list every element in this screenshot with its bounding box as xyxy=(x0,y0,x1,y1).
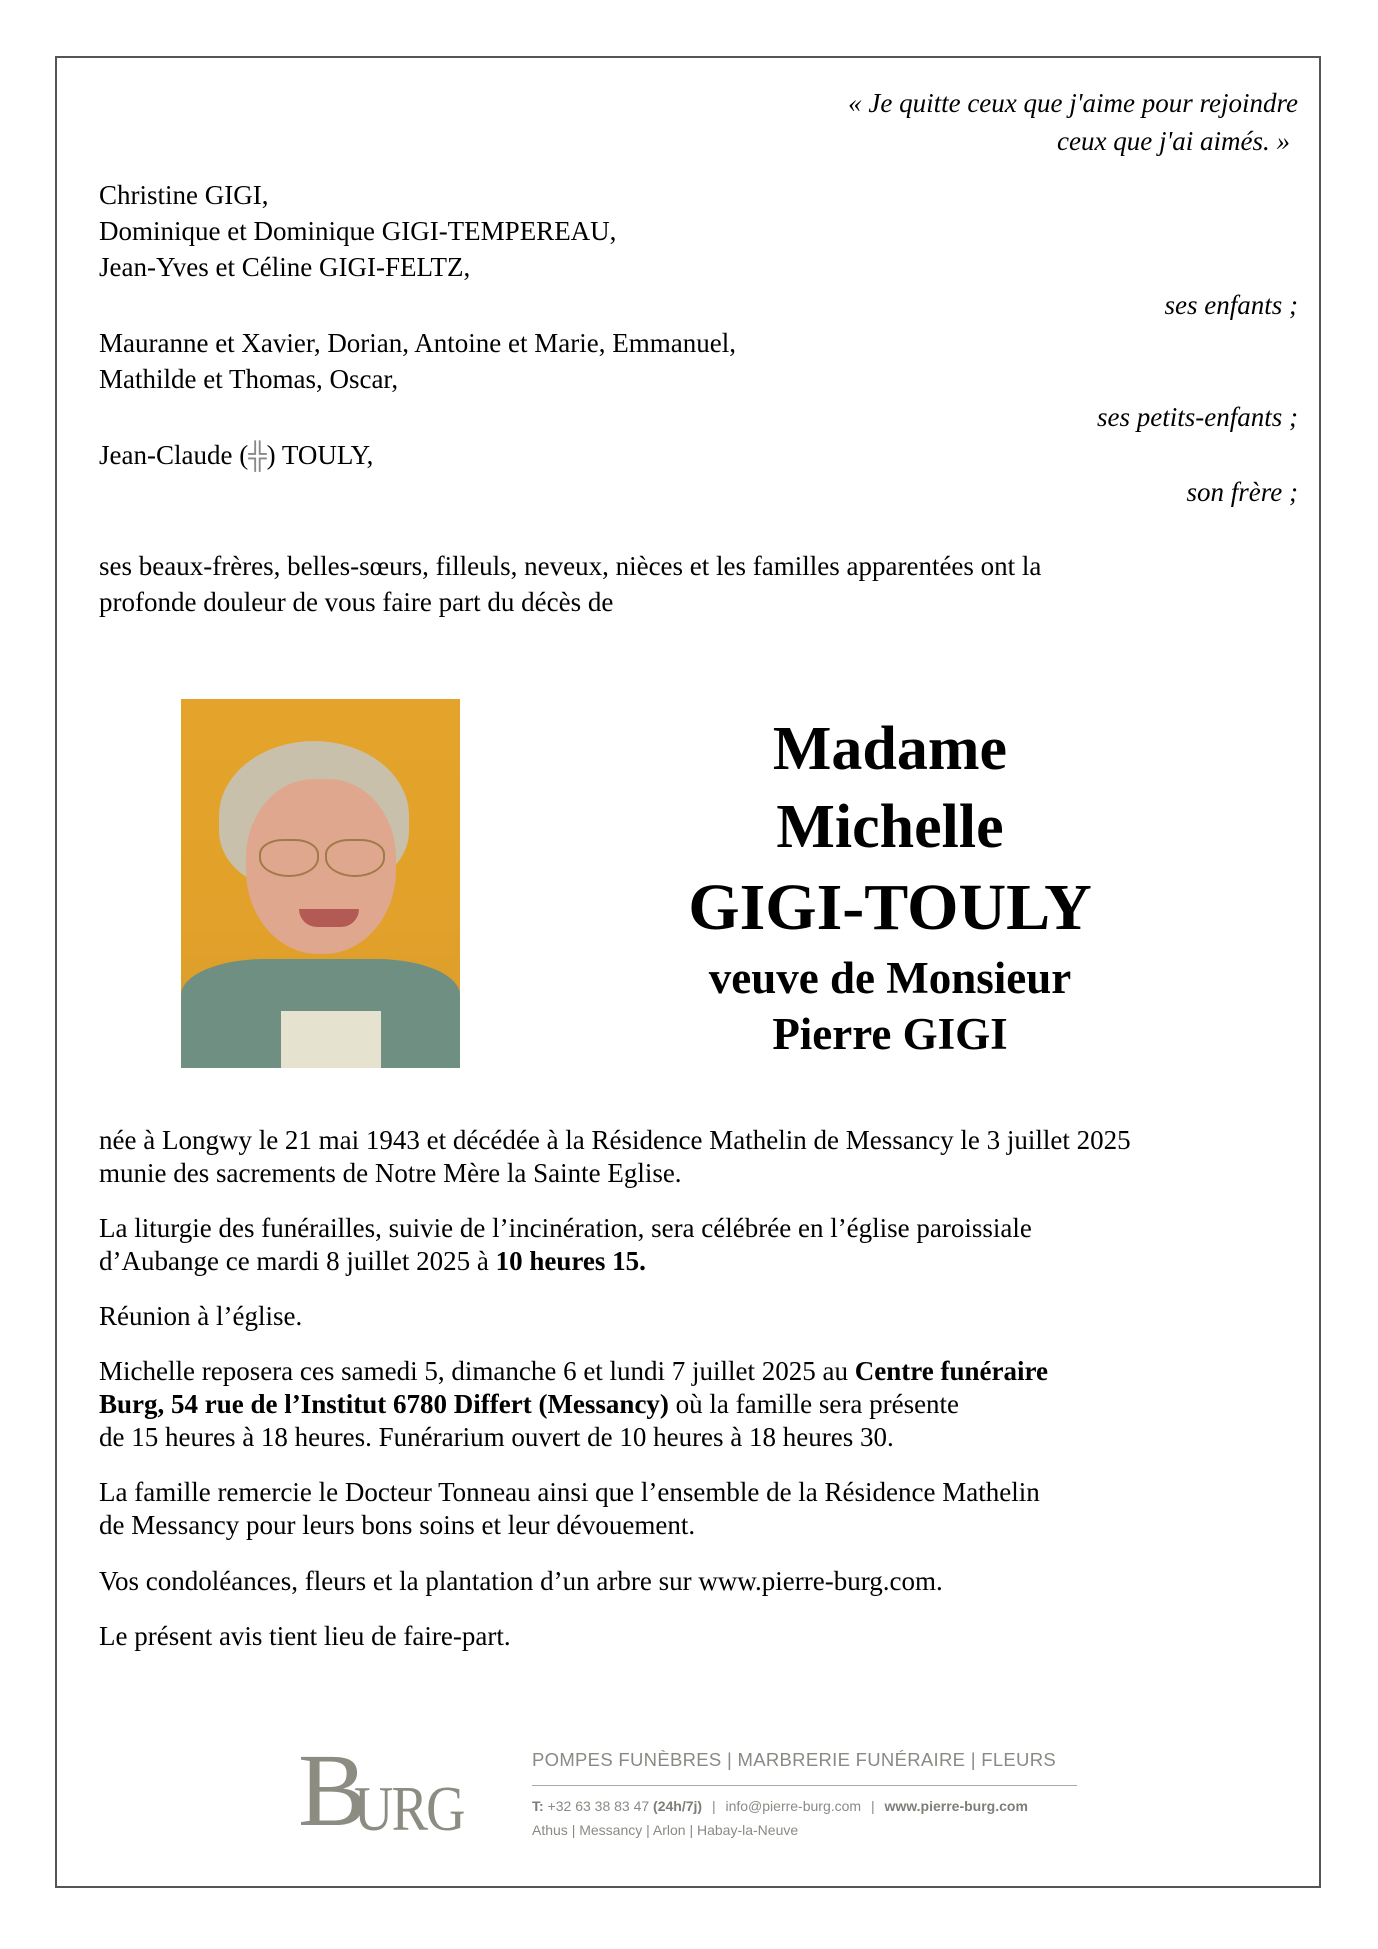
birth-death-line-2: munie des sacrements de Notre Mère la Sainte Eglise. xyxy=(99,1158,682,1188)
liturgy-paragraph xyxy=(99,1212,1032,1278)
deceased-cross-icon: ╬ xyxy=(248,441,267,470)
phone-hours: (24h/7j) xyxy=(653,1798,703,1814)
grandchildren-line-2: Mathilde et Thomas, Oscar, xyxy=(99,364,399,394)
brother-label: son frère ; xyxy=(1186,477,1298,507)
brother-last-name: ) TOULY, xyxy=(266,440,374,470)
footer-services: POMPES FUNÈBRES | MARBRERIE FUNÉRAIRE | FLEURS xyxy=(532,1749,1057,1770)
separator: | xyxy=(711,1798,716,1814)
email-link[interactable]: info@pierre-burg.com xyxy=(725,1798,862,1814)
footer-cities: Athus | Messancy | Arlon | Habay-la-Neuve xyxy=(532,1822,799,1838)
deceased-title: Madame xyxy=(772,715,1008,783)
spouse-name: Pierre GIGI xyxy=(772,1009,1008,1059)
condolences-line: Vos condoléances, fleurs et la plantation d’un arbre sur www.pierre-burg.com. xyxy=(99,1566,943,1596)
deceased-first-name: Michelle xyxy=(776,793,1004,861)
footer-info xyxy=(532,1749,1077,1838)
liturgy-time: 10 heures 15. xyxy=(495,1246,646,1276)
deceased-name-block xyxy=(620,710,1160,1062)
child-1: Christine GIGI, xyxy=(99,180,269,210)
footer-divider xyxy=(532,1785,1077,1786)
meeting-line: Réunion à l’église. xyxy=(99,1301,303,1331)
widow-line: veuve de Monsieur xyxy=(708,953,1072,1003)
footer-contact xyxy=(532,1798,1077,1814)
visitation-line-2: Burg, 54 rue de l’Institut 6780 Differt (Messancy) où la famille sera présente xyxy=(99,1389,960,1419)
grandchildren-label: ses petits-enfants ; xyxy=(1097,402,1298,432)
birth-death-paragraph xyxy=(99,1124,1131,1190)
separator: | xyxy=(870,1798,875,1814)
phone-label: T: xyxy=(532,1798,544,1814)
deceased-last-name: GIGI-TOULY xyxy=(688,871,1092,944)
child-3: Jean-Yves et Céline GIGI-FELTZ, xyxy=(99,252,471,282)
visitation-line-1: Michelle reposera ces samedi 5, dimanche 6 et lundi 7 juillet 2025 au Centre funéraire xyxy=(99,1356,1048,1386)
notice-line: Le présent avis tient lieu de faire-part. xyxy=(99,1621,511,1651)
visitation-paragraph xyxy=(99,1355,1048,1454)
epigraph-line-1: « Je quitte ceux que j'aime pour rejoindre xyxy=(848,88,1298,118)
funeral-center-address: Burg, 54 rue de l’Institut 6780 Differt (Messancy) xyxy=(99,1389,669,1419)
liturgy-line-1: La liturgie des funérailles, suivie de l’incinération, sera célébrée en l’église paroissiale xyxy=(99,1213,1032,1243)
logo-text: URG xyxy=(354,1773,464,1844)
epigraph xyxy=(848,84,1298,160)
website-link[interactable]: www.pierre-burg.com xyxy=(884,1798,1028,1814)
brother-line xyxy=(99,437,373,474)
burg-logo xyxy=(298,1733,488,1848)
meeting-paragraph xyxy=(99,1300,302,1333)
relatives-line-2: profonde douleur de vous faire part du décès de xyxy=(99,587,614,617)
logo-initial: B xyxy=(298,1733,368,1848)
grandchildren-line-1: Mauranne et Xavier, Dorian, Antoine et Marie, Emmanuel, xyxy=(99,328,736,358)
visitation-line-3: de 15 heures à 18 heures. Funérarium ouvert de 10 heures à 18 heures 30. xyxy=(99,1422,894,1452)
children-label: ses enfants ; xyxy=(1164,290,1298,320)
phone-number[interactable]: +32 63 38 83 47 xyxy=(543,1798,654,1814)
relatives-line-1: ses beaux-frères, belles-sœurs, filleuls, neveux, nièces et les familles apparentées ont la xyxy=(99,551,1042,581)
liturgy-line-2: d’Aubange ce mardi 8 juillet 2025 à 10 heures 15. xyxy=(99,1246,646,1276)
epigraph-line-2: ceux que j'ai aimés. » xyxy=(1057,126,1290,156)
notice-paragraph xyxy=(99,1620,511,1653)
thanks-paragraph xyxy=(99,1476,1040,1542)
portrait-photo xyxy=(181,699,460,1068)
condolences-paragraph xyxy=(99,1565,943,1598)
birth-death-line-1: née à Longwy le 21 mai 1943 et décédée à la Résidence Mathelin de Messancy le 3 juillet 2025 xyxy=(99,1125,1131,1155)
child-2: Dominique et Dominique GIGI-TEMPEREAU, xyxy=(99,216,617,246)
brother-first-name: Jean-Claude ( xyxy=(99,440,249,470)
thanks-line-1: La famille remercie le Docteur Tonneau ainsi que l’ensemble de la Résidence Mathelin xyxy=(99,1477,1040,1507)
thanks-line-2: de Messancy pour leurs bons soins et leur dévouement. xyxy=(99,1510,696,1540)
